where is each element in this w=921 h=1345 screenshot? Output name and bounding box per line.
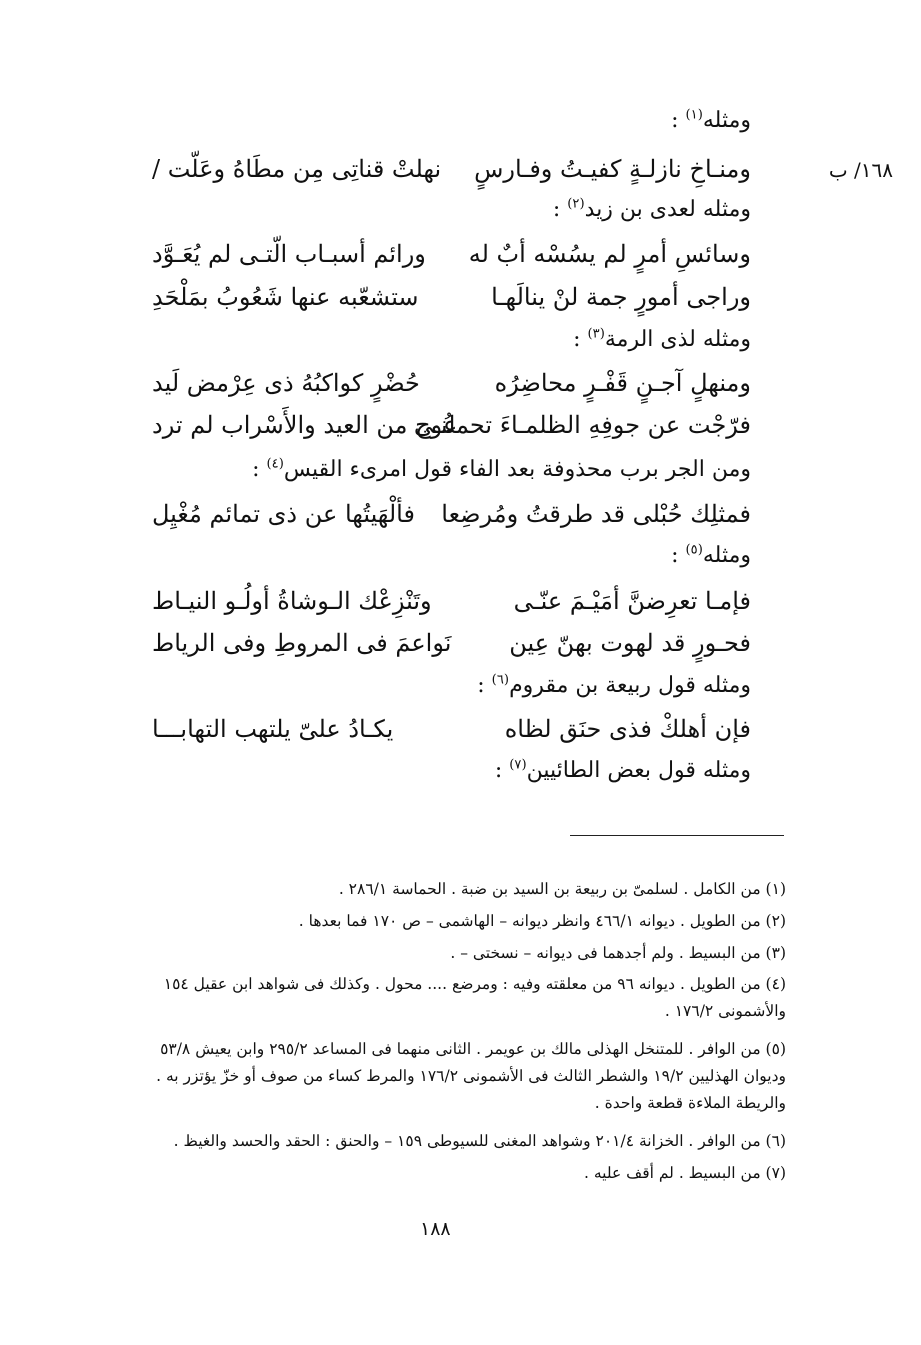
verse-8-hemistich-1: فحـورٍ قد لهوت بهنّ عِين — [509, 629, 751, 657]
verse-7-hemistich-1: فإمـا تعرِضنَّ أمَيْـمَ عنّـى — [513, 587, 751, 615]
footnote-4: (٤) من الطويل . ديوانه ٩٦ من معلقته وفيه : ومرضع .... محول . وكذلك فى شواهد ابن عقيل ١٥٤ والأشمونى ١٧٦/٢ . — [163, 975, 786, 1020]
verse-2-hemistich-2: ورائم أسبـاب الّتـى لم يُعَـوَّد — [152, 240, 426, 268]
verse-1-hemistich-1: ومنـاخِ نازلـةٍ كفيـتُ وفـارسٍ — [474, 155, 751, 183]
intro-line-2: ومثله لعدى بن زيد$^{(٢)}$ : — [552, 196, 751, 222]
intro-line-5: ومثله$^{(٥)}$ : — [671, 542, 751, 568]
verse-1-hemistich-2: نهلتْ قناتِى مِن مطَاهُ وعَلّت / — [152, 155, 442, 183]
intro-line-3: ومثله لذى الرمة$^{(٣)}$ : — [573, 326, 751, 352]
verse-3-hemistich-1: وراجى أمورٍ جمة لنْ ينالَهـا — [491, 283, 751, 311]
verse-7-hemistich-2: وتَنْزِعْك الـوشاةُ أولُـو النيـاط — [152, 587, 432, 615]
page-number: ١٨٨ — [420, 1218, 451, 1240]
verse-5-hemistich-2: عُوج من العيد والأَسْراب لم ترد — [152, 411, 458, 439]
intro-line-1: ومثله$^{(١)}$ : — [671, 107, 751, 133]
footnote-6: (٦) من الوافر . الخزانة ٢٠١/٤ وشواهد المغنى للسيوطى ١٥٩ – والحنق : الحقد والحسد والغيظ . — [173, 1132, 786, 1150]
verse-2-hemistich-1: وسائسِ أمرٍ لم يسُسْه أبٌ له — [468, 240, 751, 268]
intro-line-7: ومثله قول بعض الطائيين$^{(٧)}$ : — [494, 757, 751, 783]
footnote-separator — [570, 835, 784, 836]
verse-4-hemistich-2: حُضْرٍ كواكبُهُ ذى عِرْمض لَيد — [152, 369, 420, 397]
intro-line-6: ومثله قول ربيعة بن مقروم$^{(٦)}$ : — [477, 672, 751, 698]
footnote-3: (٣) من البسيط . ولم أجدهما فى ديوانه – نسختى – . — [450, 944, 786, 962]
verse-8-hemistich-2: نَواعمَ فى المروطِ وفى الرياط — [152, 629, 452, 657]
verse-9-hemistich-1: فإن أهلكْ فذى حنَق لظاه — [504, 715, 751, 743]
verse-6-hemistich-1: فمثلِك حُبْلى قد طرقتُ ومُرضِعا — [441, 500, 751, 528]
intro-line-4: ومن الجر برب محذوفة بعد الفاء قول امرىء القيس$^{(٤)}$ : — [252, 456, 751, 482]
footnote-5: (٥) من الوافر . للمتنخل الهذلى مالك بن عويمر . الثانى منهما فى المساعد ٢٩٥/٢ وابن يعيش ٥٣/٨ وديوان الهذليين ١٩/٢ والشطر الثالث فى الأشمونى ١٧٦/٢ والمرط كساء من صوف أو خزّ يؤتزر به . والريطة الملاءة قطعة واحدة . — [156, 1040, 786, 1112]
margin-folio-note: ١٦٨/ ب — [828, 158, 893, 182]
verse-4-hemistich-1: ومنهلٍ آجـنٍ قَفْـرٍ محاضِرُه — [494, 369, 751, 397]
verse-3-hemistich-2: ستشعّبه عنها شَعُوبُ بمَلْحَدِ — [152, 283, 419, 311]
footnote-2: (٢) من الطويل . ديوانه ٤٦٦/١ وانظر ديوانه – الهاشمى – ص ١٧٠ فما بعدها . — [298, 912, 786, 930]
verse-9-hemistich-2: يكـادُ علىّ يلتهب التهابـــا — [152, 715, 394, 743]
verse-6-hemistich-2: فألْهَيتُها عن ذى تمائم مُغْيِل — [152, 500, 415, 528]
footnote-1: (١) من الكامل . لسلمىّ بن ربيعة بن السيد بن ضبة . الحماسة ٢٨٦/١ . — [338, 880, 786, 898]
footnote-7: (٧) من البسيط . لم أقف عليه . — [584, 1164, 786, 1182]
verse-5-hemistich-1: فرّجْت عن جوفِهِ الظلمـاءَ تحملنـى — [413, 411, 751, 439]
